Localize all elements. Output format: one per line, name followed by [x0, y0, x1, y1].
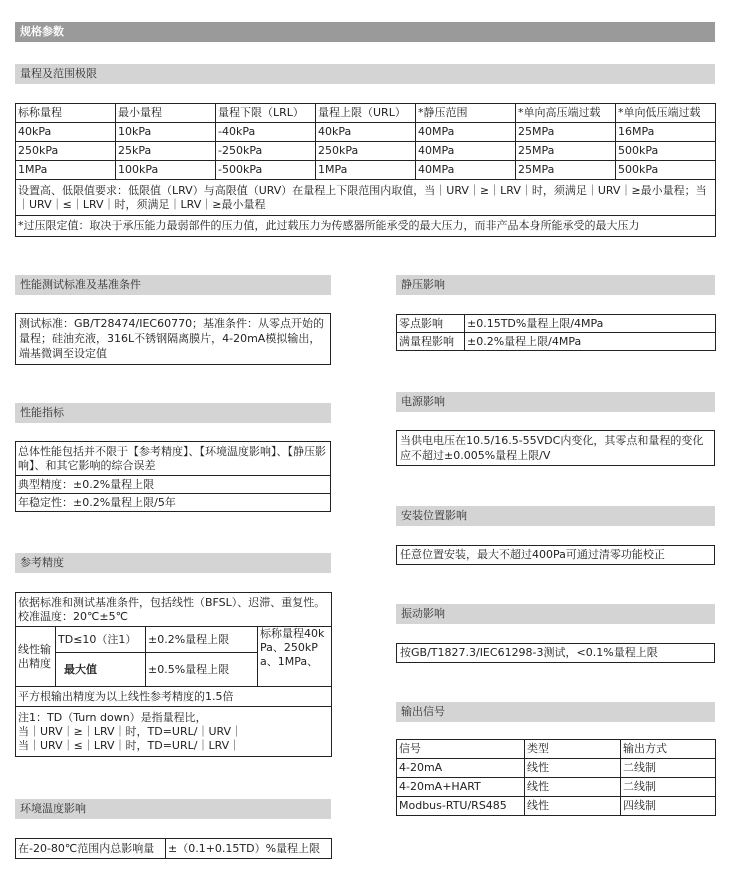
cell: 16MPa — [616, 123, 716, 142]
test-standard-section-title: 性能测试标准及基准条件 — [15, 275, 331, 295]
table-row — [397, 333, 716, 351]
cell: 线性 — [525, 778, 621, 797]
static-pressure-section-title: 静压影响 — [396, 275, 715, 295]
accuracy-intro: 依据标准和测试基准条件，包括线性（BFSL）、迟滞、重复性。校准温度：20℃±5℃ — [16, 593, 332, 627]
range-limit-note: 设置高、低限值要求：低限值（LRV）与高限值（URV）在量程上下限范围内取值，当｜URV｜≥｜LRV｜时，须满足｜URV｜≥最小量程；当｜URV｜≤｜LRV｜时，须满足｜LRV｜≥最小量程 — [16, 180, 716, 216]
reference-accuracy-section-title: 参考精度 — [15, 553, 331, 573]
ambient-temperature-label: 在-20-80℃范围内总影响量 — [16, 839, 166, 859]
table-row — [16, 707, 332, 757]
cell: -250kPa — [216, 142, 316, 161]
ambient-temperature-table — [15, 838, 332, 859]
reference-accuracy-table — [15, 592, 332, 757]
table-row — [16, 839, 332, 859]
table-row — [397, 778, 716, 797]
cell: 250kPa — [16, 142, 116, 161]
power-supply-text: 当供电电压在10.5/16.5-55VDC内变化，其零点和量程的变化应不超过±0.005%量程上限/V — [396, 430, 715, 466]
note-line: 注1：TD（Turn down）是指量程比， — [18, 710, 207, 724]
cell: 二线制 — [621, 778, 716, 797]
header-cell: 类型 — [525, 740, 621, 759]
linear-output-label: 线性输出精度 — [16, 627, 56, 687]
power-supply-section-title: 电源影响 — [396, 392, 715, 412]
table-row — [397, 315, 716, 333]
cell: 25kPa — [116, 142, 216, 161]
range-table — [15, 103, 716, 237]
annual-stability: 年稳定性：±0.2%量程上限/5年 — [16, 494, 331, 512]
performance-section-title: 性能指标 — [15, 403, 331, 423]
table-row — [397, 759, 716, 778]
header-cell: 标称量程 — [16, 104, 116, 123]
cell: 100kPa — [116, 161, 216, 180]
cell: 250kPa — [316, 142, 416, 161]
note-line: 当｜URV｜≥｜LRV｜时，TD=URL/｜URV｜ — [18, 724, 243, 738]
cell: 线性 — [525, 759, 621, 778]
overload-note: *过压限定值：取决于承压能力最弱部件的压力值，此过载压力为传感器所能承受的最大压力，而非产品本身所能承受的最大压力 — [16, 216, 716, 237]
cell: 40MPa — [416, 123, 516, 142]
zero-effect-label: 零点影响 — [397, 315, 465, 333]
max-label: 最大值 — [56, 653, 146, 687]
td-condition: TD≤10（注1） — [56, 627, 146, 653]
output-signal-table — [396, 739, 716, 816]
cell: 4-20mA+HART — [397, 778, 525, 797]
cell: 1MPa — [16, 161, 116, 180]
header-cell: *单向高压端过载 — [516, 104, 616, 123]
cell: 25MPa — [516, 123, 616, 142]
cell: 线性 — [525, 797, 621, 816]
mounting-position-text: 任意位置安装，最大不超过400Pa可通过清零功能校正 — [396, 545, 715, 565]
cell: 500kPa — [616, 161, 716, 180]
table-row — [16, 442, 331, 476]
cell: 500kPa — [616, 142, 716, 161]
table-row — [16, 161, 716, 180]
table-row — [16, 494, 331, 512]
range-note-row — [16, 216, 716, 237]
header-cell: *静压范围 — [416, 104, 516, 123]
cell: 25MPa — [516, 161, 616, 180]
ambient-temperature-section-title: 环境温度影响 — [15, 799, 331, 819]
nominal-range-note: 标称量程40kPa、250kPa、1MPa、 — [258, 627, 332, 687]
header-cell: 量程下限（LRL） — [216, 104, 316, 123]
cell: 25MPa — [516, 142, 616, 161]
cell: 40MPa — [416, 142, 516, 161]
cell: -500kPa — [216, 161, 316, 180]
vibration-section-title: 振动影响 — [396, 604, 715, 624]
table-row — [16, 593, 332, 627]
output-signal-section-title: 输出信号 — [396, 702, 715, 722]
header-cell: 量程上限（URL） — [316, 104, 416, 123]
main-title: 规格参数 — [15, 22, 715, 42]
table-row — [397, 797, 716, 816]
range-section-title: 量程及范围极限 — [15, 64, 715, 84]
table-row — [16, 142, 716, 161]
span-effect-label: 满量程影响 — [397, 333, 465, 351]
header-cell: *单向低压端过载 — [616, 104, 716, 123]
performance-table — [15, 441, 331, 512]
span-effect-value: ±0.2%量程上限/4MPa — [465, 333, 716, 351]
header-cell: 最小量程 — [116, 104, 216, 123]
cell: 二线制 — [621, 759, 716, 778]
ambient-temperature-value: ±（0.1+0.15TD）%量程上限 — [166, 839, 332, 859]
cell: Modbus-RTU/RS485 — [397, 797, 525, 816]
table-row — [16, 627, 332, 653]
cell: -40kPa — [216, 123, 316, 142]
header-cell: 信号 — [397, 740, 525, 759]
range-note-row — [16, 180, 716, 216]
typical-accuracy: 典型精度：±0.2%量程上限 — [16, 476, 331, 494]
test-standard-text: 测试标准：GB/T28474/IEC60770；基准条件：从零点开始的量程；硅油充液，316L不锈钢隔离膜片，4-20mA模拟输出，端基微调至设定值 — [15, 313, 331, 365]
table-row — [16, 687, 332, 707]
table-row — [16, 123, 716, 142]
cell: 四线制 — [621, 797, 716, 816]
header-cell: 输出方式 — [621, 740, 716, 759]
turn-down-note — [16, 707, 332, 757]
max-value: ±0.5%量程上限 — [146, 653, 258, 687]
cell: 40kPa — [16, 123, 116, 142]
table-row — [16, 476, 331, 494]
cell: 1MPa — [316, 161, 416, 180]
output-header-row — [397, 740, 716, 759]
static-pressure-table — [396, 314, 716, 351]
note-line: 当｜URV｜≤｜LRV｜时，TD=URL/｜LRV｜ — [18, 738, 241, 752]
cell: 10kPa — [116, 123, 216, 142]
range-header-row — [16, 104, 716, 123]
cell: 40MPa — [416, 161, 516, 180]
zero-effect-value: ±0.15TD%量程上限/4MPa — [465, 315, 716, 333]
sqrt-output-note: 平方根输出精度为以上线性参考精度的1.5倍 — [16, 687, 332, 707]
cell: 40kPa — [316, 123, 416, 142]
overall-performance: 总体性能包括并不限于【参考精度】、【环境温度影响】、【静压影响】、和其它影响的综合误差 — [16, 442, 331, 476]
vibration-text: 按GB/T1827.3/IEC61298-3测试，<0.1%量程上限 — [396, 643, 715, 663]
td-value: ±0.2%量程上限 — [146, 627, 258, 653]
mounting-position-section-title: 安装位置影响 — [396, 506, 715, 526]
cell: 4-20mA — [397, 759, 525, 778]
